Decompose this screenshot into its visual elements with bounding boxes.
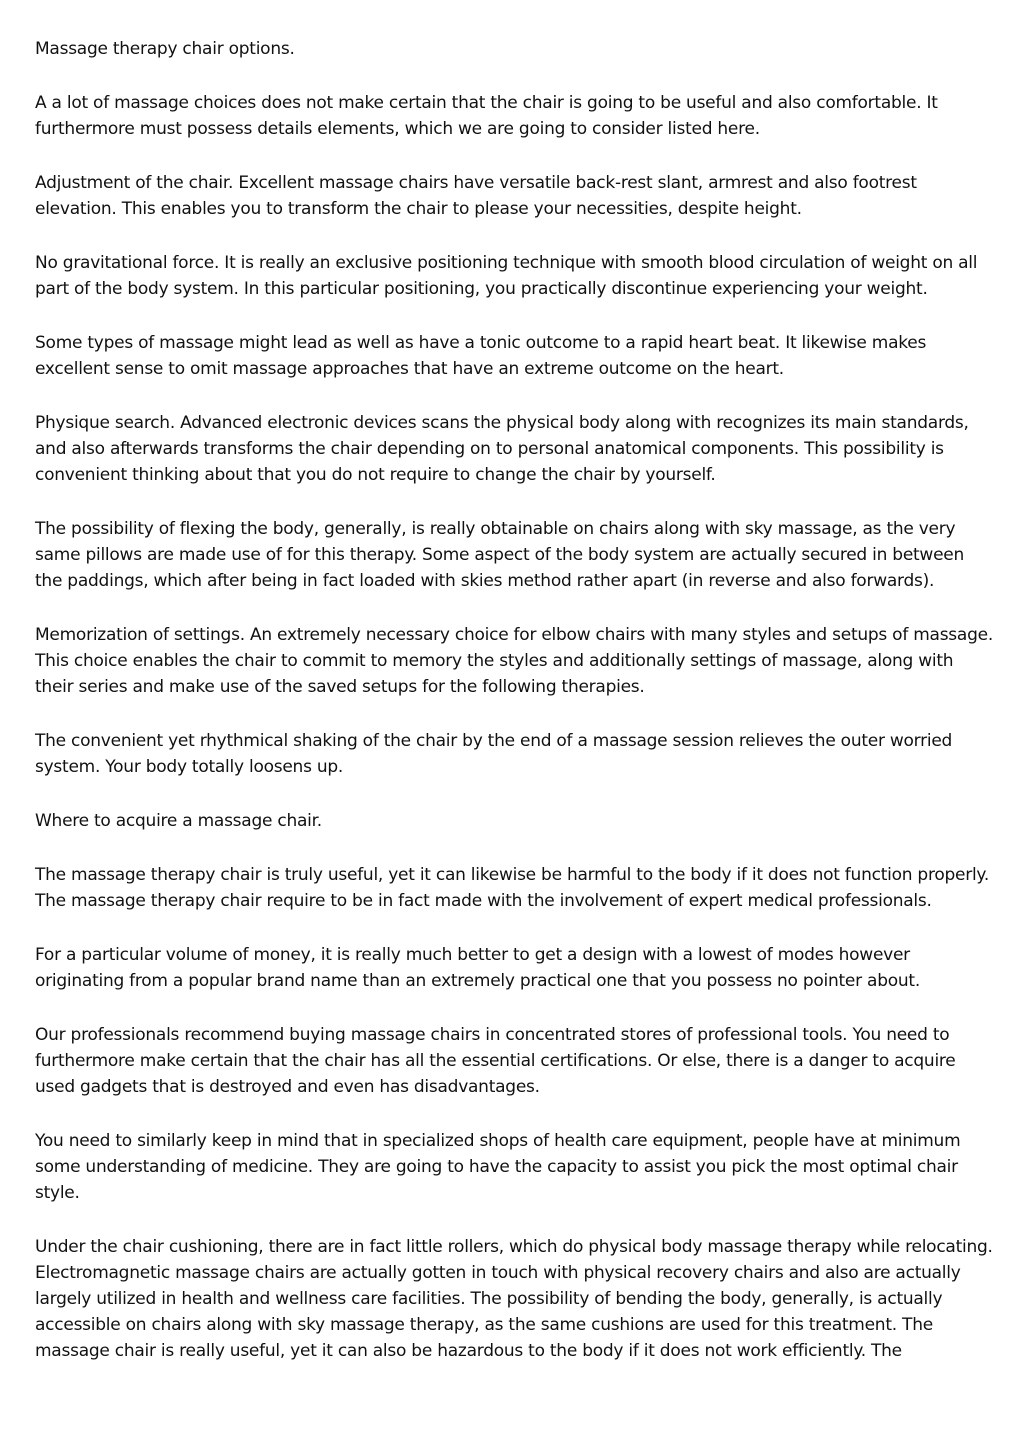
paragraph: You need to similarly keep in mind that in specialized shops of health care equipment, people have at minimum some understanding of medicine. They are going to have the capacity to assist you pick the most optimal chair style. [35, 1131, 961, 1203]
paragraph: Memorization of settings. An extremely necessary choice for elbow chairs with many styles and setups of massage. This choice enables the chair to commit to memory the styles and additionally settings of massage, along with their series and make use of the saved setups for the following therapies. [35, 625, 993, 697]
paragraph: Some types of massage might lead as well as have a tonic outcome to a rapid heart beat. It likewise makes excellent sense to omit massage approaches that have an extreme outcome on the heart. [35, 333, 927, 379]
paragraph-heading-chair-options: Massage therapy chair options. [35, 39, 295, 59]
paragraph: Under the chair cushioning, there are in fact little rollers, which do physical body massage therapy while relocating. Electromagnetic massage chairs are actually gotten in touch with physical recovery chairs and also are actually largely utilized in health and wellness care facilities. The possibility of bending the body, generally, is actually accessible on chairs along with sky massage therapy, as the same cushions are used for this treatment. The massage chair is really useful, yet it can also be hazardous to the body if it does not work efficiently. The [35, 1237, 993, 1361]
paragraph: A a lot of massage choices does not make certain that the chair is going to be useful and also comfortable. It furthermore must possess details elements, which we are going to consider listed here. [35, 93, 938, 139]
document-body [35, 36, 993, 1392]
paragraph: For a particular volume of money, it is really much better to get a design with a lowest of modes however originating from a popular brand name than an extremely practical one that you possess no pointer about. [35, 945, 920, 991]
paragraph: The massage therapy chair is truly useful, yet it can likewise be harmful to the body if it does not function properly. The massage therapy chair require to be in fact made with the involvement of expert medical professionals. [35, 865, 989, 911]
paragraph: Adjustment of the chair. Excellent massage chairs have versatile back-rest slant, armrest and also footrest elevation. This enables you to transform the chair to please your necessities, despite height. [35, 173, 917, 219]
paragraph: The convenient yet rhythmical shaking of the chair by the end of a massage session relieves the outer worried system. Your body totally loosens up. [35, 731, 953, 777]
paragraph: The possibility of flexing the body, generally, is really obtainable on chairs along with sky massage, as the very same pillows are made use of for this therapy. Some aspect of the body system are actually secured in between the paddings, which after being in fact loaded with skies method rather apart (in reverse and also forwards). [35, 519, 965, 591]
paragraph: Our professionals recommend buying massage chairs in concentrated stores of professional tools. You need to furthermore make certain that the chair has all the essential certifications. Or else, there is a danger to acquire used gadgets that is destroyed and even has disadvantages. [35, 1025, 956, 1097]
paragraph-heading-where-to-acquire: Where to acquire a massage chair. [35, 811, 322, 831]
paragraph: Physique search. Advanced electronic devices scans the physical body along with recognizes its main standards, and also afterwards transforms the chair depending on to personal anatomical components. This possibility is convenient thinking about that you do not require to change the chair by yourself. [35, 413, 969, 485]
paragraph: No gravitational force. It is really an exclusive positioning technique with smooth blood circulation of weight on all part of the body system. In this particular positioning, you practically discontinue experiencing your weight. [35, 253, 978, 299]
